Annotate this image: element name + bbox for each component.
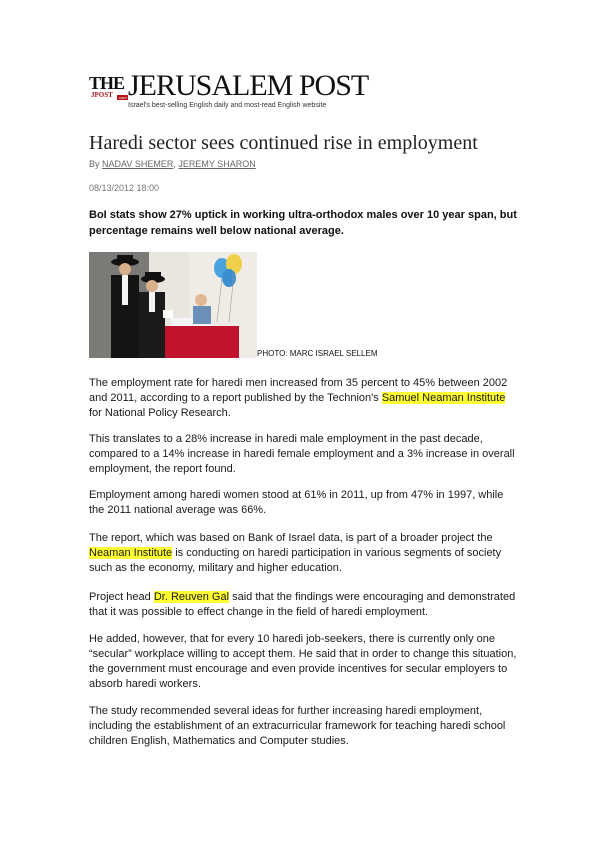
link-neaman-institute[interactable]: Neaman Institute — [89, 547, 173, 559]
publish-date: 08/13/2012 18:00 — [89, 183, 160, 193]
article-photo — [89, 252, 257, 358]
red-table — [159, 326, 239, 358]
photo-caption: PHOTO: MARC ISRAEL SELLEM — [257, 349, 378, 358]
paragraph-4 — [89, 531, 519, 576]
article-headline: Haredi sector sees continued rise in employment — [89, 132, 478, 154]
byline-prefix: By — [89, 159, 100, 169]
link-reuven-gal[interactable]: Dr. Reuven Gal — [153, 591, 230, 603]
paragraph-5 — [89, 590, 519, 620]
p4-text-after: is conducting on haredi participation in various segments of society such as the economy, military and higher education. — [89, 547, 502, 574]
jpost-badge: JPOST — [91, 91, 113, 99]
byline: By NADAV SHEMER, JEREMY SHARON — [89, 159, 256, 169]
paragraph-3: Employment among haredi women stood at 61% in 2011, up from 47% in 1997, while the 2011 national average was 66%. — [89, 489, 504, 516]
paragraph-7: The study recommended several ideas for further increasing haredi employment, including the establishment of an extracurricular framework for teaching haredi school children English, Mathematics and Computer studies. — [89, 705, 506, 747]
p5-text-after: said that the findings were encouraging and demonstrated that it was possible to effect change in the field of haredi employment. — [89, 591, 516, 618]
author-link-2[interactable]: JEREMY SHARON — [178, 159, 256, 169]
paragraph-2: This translates to a 28% increase in haredi male employment in the past decade, compared to a 14% increase in haredi female employment and a 3% increase in overall employment, the report found. — [89, 433, 515, 475]
p4-text-before: The report, which was based on Bank of Israel data, is part of a broader project the — [89, 532, 493, 544]
link-samuel-neaman-institute[interactable]: Samuel Neaman Institute — [381, 392, 506, 404]
masthead-the: THE — [89, 73, 125, 93]
author-link-1[interactable]: NADAV SHEMER — [102, 159, 174, 169]
jpost-badge-com: .com — [118, 95, 127, 100]
photo-illustration — [89, 252, 257, 358]
masthead-logo[interactable] — [89, 69, 369, 112]
p5-text-before: Project head — [89, 591, 154, 603]
paragraph-6: He added, however, that for every 10 haredi job-seekers, there is currently only one “secular” workplace willing to accept them. He said that in order to change this situation, the government must encourage and even provide incentives for secular employers to absorb haredi workers. — [89, 633, 517, 690]
masthead-tagline: Israel's best-selling English daily and most-read English website — [128, 102, 327, 109]
paragraph-1 — [89, 376, 519, 421]
masthead-name: JERUSALEM POST — [128, 69, 369, 102]
p1-text-before: The employment rate for haredi men increased from 35 percent to 45% between 2002 and 2011, according to a report published by the Technion's — [89, 377, 508, 404]
article-summary: BoI stats show 27% uptick in working ultra-orthodox males over 10 year span, but percentage remains well below national average. — [89, 209, 517, 237]
p1-text-after: for National Policy Research. — [89, 407, 231, 419]
